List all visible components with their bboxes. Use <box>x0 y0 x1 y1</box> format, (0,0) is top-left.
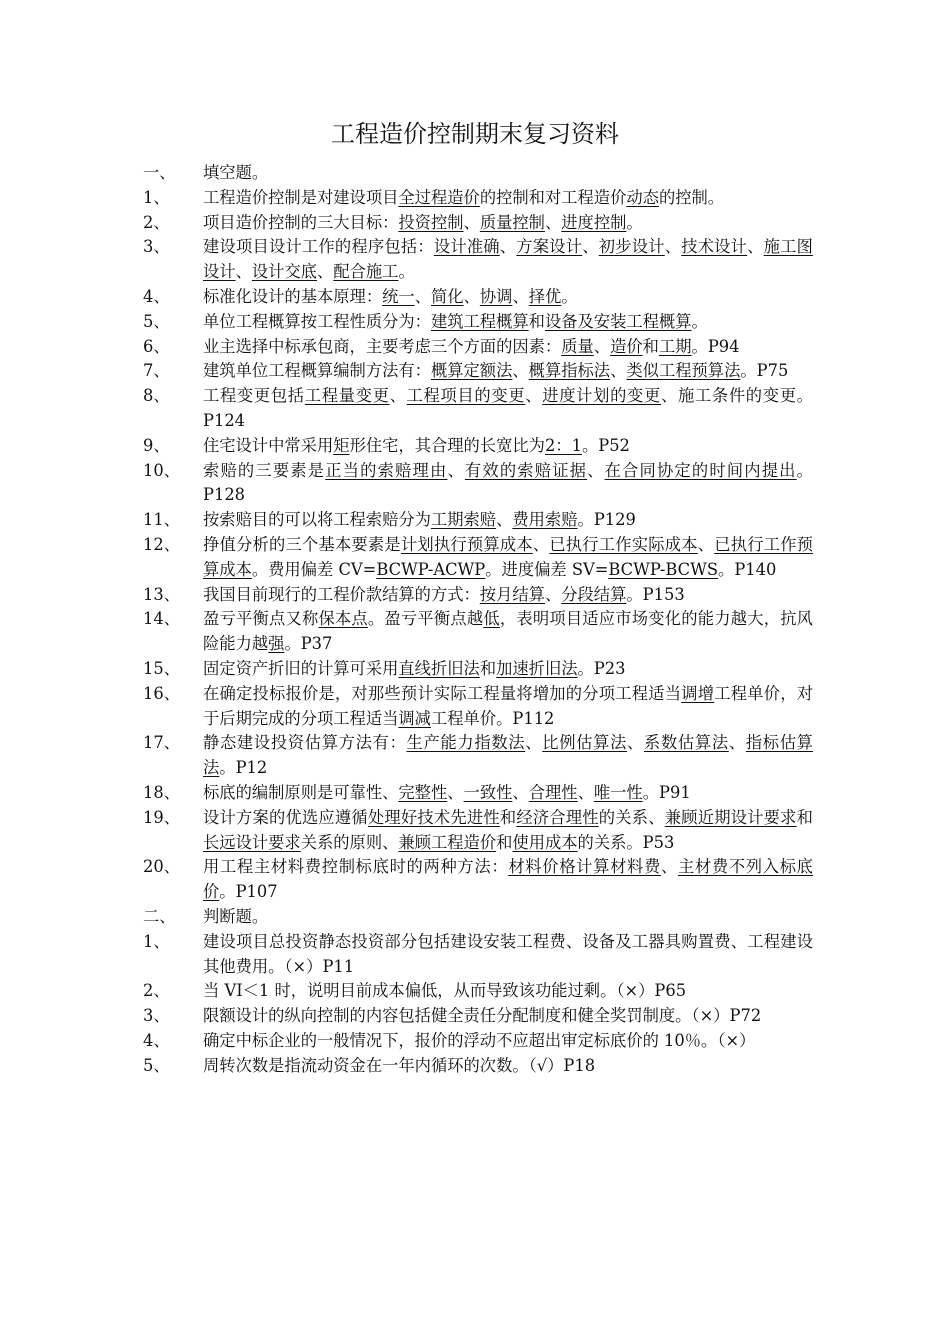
text-run: 、 <box>463 286 480 306</box>
answer-blank: 调增 <box>681 683 715 703</box>
section-number: 一、 <box>143 163 176 182</box>
section-title: 判断题。 <box>203 906 269 926</box>
text-run: 、 <box>447 782 464 802</box>
item-number: 13、 <box>143 584 180 604</box>
list-item <box>143 583 813 608</box>
answer-blank: 材料价格计算材料费 <box>508 857 661 877</box>
answer-blank: 配合施工 <box>333 262 399 282</box>
text-run: 。P128 <box>203 460 813 505</box>
text-run: 。盈亏平衡点越 <box>367 609 484 629</box>
answer-blank: 工程量变更 <box>304 386 390 406</box>
item-text <box>203 1029 813 1054</box>
answer-blank: 计划执行预算成本 <box>400 534 533 554</box>
answer-blank: 技术设计 <box>681 237 748 257</box>
text-run: 、 <box>532 534 550 554</box>
text-run: 、 <box>512 782 529 802</box>
text-run: ，表明项目适应市场变化的能力越大，抗风险能力越 <box>203 609 813 654</box>
answer-blank: 矩 <box>333 435 350 455</box>
text-run: 、 <box>414 286 431 306</box>
item-text <box>203 855 813 905</box>
answer-blank: BCWP-ACWP <box>376 559 486 579</box>
list-item <box>143 979 813 1004</box>
answer-blank: 分段结算 <box>561 584 627 604</box>
text-run: 静态建设投资估算方法有： <box>203 733 407 753</box>
item-number: 5、 <box>143 1055 170 1075</box>
text-run: 设计方案的优选应遵循 <box>203 807 368 827</box>
text-run: 、 <box>512 286 529 306</box>
text-run: 标准化设计的基本原理： <box>203 286 383 306</box>
answer-blank: 主材费不列入标底价 <box>203 857 813 902</box>
text-run: 。P37 <box>284 634 333 654</box>
item-number: 14、 <box>143 609 180 629</box>
item-number: 17、 <box>143 733 180 753</box>
answer-blank: 合理性 <box>528 782 578 802</box>
section-number: 二、 <box>143 906 176 926</box>
text-run: 。P107 <box>219 882 278 902</box>
text-run: 、 <box>610 361 627 381</box>
answer-blank: 长远设计要求 <box>203 832 301 852</box>
text-run: 。 <box>626 212 643 232</box>
list-item <box>143 855 813 905</box>
text-run: 。P153 <box>626 584 685 604</box>
item-number: 18、 <box>143 782 180 802</box>
text-run: 、 <box>697 534 715 554</box>
text-run: 和 <box>796 807 813 827</box>
answer-blank: 比例估算法 <box>542 733 628 753</box>
item-text <box>203 508 813 533</box>
text-run: 、施工条件的变更。P124 <box>203 386 813 430</box>
item-number: 4、 <box>143 286 170 306</box>
list-item <box>143 607 813 657</box>
answer-blank: 统一 <box>382 286 415 306</box>
item-number: 2、 <box>143 981 170 1001</box>
item-text <box>203 1054 813 1079</box>
text-run: 、 <box>496 510 513 530</box>
text-run: 、 <box>728 733 746 753</box>
text-run: 当 VI＜1 时，说明目前成本偏低，从而导致该功能过剩。（×）P65 <box>203 981 687 1001</box>
item-number: 3、 <box>143 1006 170 1026</box>
text-run: 按索赔目的可以将工程索赔分为 <box>203 510 431 530</box>
answer-blank: 使用成本 <box>512 832 578 852</box>
item-text <box>203 310 813 335</box>
item-number: 20、 <box>143 857 180 877</box>
text-run: 。P94 <box>691 336 740 356</box>
answer-blank: 类似工程预算法 <box>626 361 741 381</box>
list-item <box>143 459 813 509</box>
answer-blank: 已执行工作实际成本 <box>549 534 698 554</box>
list-item <box>143 235 813 285</box>
item-number: 10、 <box>143 460 180 480</box>
text-run: 、 <box>235 262 252 282</box>
text-run: 的控制和对工程造价 <box>479 187 627 207</box>
item-text <box>203 682 813 732</box>
item-text <box>203 533 813 583</box>
text-run: 。P12 <box>219 758 268 778</box>
text-run: 、 <box>747 237 764 257</box>
item-text <box>203 434 813 459</box>
text-run: 。P140 <box>718 559 777 579</box>
answer-blank: 概算指标法 <box>528 361 611 381</box>
text-run: 标底的编制原则是可靠性、 <box>203 782 399 802</box>
text-run: 用工程主材料费控制标底时的两种方法： <box>203 857 509 877</box>
item-text <box>203 186 813 211</box>
text-run: 、 <box>582 237 599 257</box>
text-run: 建设项目总投资静态投资部分包括建设安装工程费、设备及工器具购置费、工程建设其他费用。（×）P11 <box>203 931 813 976</box>
text-run: 、 <box>664 237 682 257</box>
text-run: 关系的原则、 <box>300 832 399 852</box>
answer-blank: 保本点 <box>318 609 368 629</box>
answer-blank: 已执行工作预算成本 <box>203 534 813 579</box>
text-run: 固定资产折旧的计算可采用 <box>203 658 399 678</box>
text-run: 在确定投标报价是，对那些预计实际工程量将增加的分项工程适当 <box>203 683 682 703</box>
list-item <box>143 930 813 980</box>
text-run: 、 <box>627 733 645 753</box>
text-run: 的关系。P53 <box>577 832 675 852</box>
answer-blank: 初步设计 <box>598 237 665 257</box>
answer-blank: 概算定额法 <box>430 361 513 381</box>
item-text <box>203 335 813 360</box>
answer-blank: 一致性 <box>463 782 513 802</box>
text-run: 挣值分析的三个基本要素是 <box>203 534 401 554</box>
answer-blank: 加速折旧法 <box>496 658 578 678</box>
text-run: 。进度偏差 SV= <box>485 559 609 579</box>
answer-blank: 协调 <box>479 286 513 306</box>
item-number: 16、 <box>143 683 180 703</box>
answer-blank: 按月结算 <box>479 584 545 604</box>
text-run: 。P129 <box>577 510 636 530</box>
document-body <box>143 161 813 1078</box>
text-run: 住宅设计中常采用 <box>203 435 334 455</box>
item-number: 12、 <box>143 534 180 554</box>
answer-blank: 调减 <box>398 708 431 728</box>
text-run: 、 <box>544 212 562 232</box>
text-run: 。 <box>398 262 415 282</box>
answer-blank: 低 <box>483 609 500 629</box>
text-run: 和 <box>479 658 497 678</box>
text-run: 和 <box>642 336 659 356</box>
text-run: 、 <box>499 237 517 257</box>
text-run: 业主选择中标承包商，主要考虑三个方面的因素： <box>203 336 562 356</box>
list-item <box>143 186 813 211</box>
text-run: 单位工程概算按工程性质分为： <box>203 311 431 331</box>
answer-blank: 质量控制 <box>479 212 545 232</box>
answer-blank: 全过程造价 <box>398 187 480 207</box>
answer-blank: 建筑工程概算 <box>430 311 529 331</box>
item-number: 11、 <box>143 510 180 530</box>
item-number: 7、 <box>143 361 170 381</box>
answer-blank: 工期 <box>658 336 692 356</box>
list-item <box>143 285 813 310</box>
text-run: 形住宅，其合理的长宽比为 <box>349 435 545 455</box>
answer-blank: 正当的索赔理由 <box>325 460 448 480</box>
list-item <box>143 682 813 732</box>
item-text <box>203 806 813 856</box>
item-text <box>203 459 813 509</box>
text-run: 、 <box>577 782 594 802</box>
text-run: 、 <box>525 386 543 406</box>
item-number: 6、 <box>143 336 170 356</box>
text-run: 和 <box>528 311 545 331</box>
list-item <box>143 781 813 806</box>
text-run: 、 <box>660 857 678 877</box>
answer-blank: 2：1 <box>544 435 582 455</box>
list-item <box>143 310 813 335</box>
item-text <box>203 731 813 781</box>
text-run: 建筑单位工程概算编制方法有： <box>203 361 431 381</box>
text-run: 、 <box>447 460 465 480</box>
text-run: 、 <box>389 386 407 406</box>
text-run: 、 <box>593 336 611 356</box>
item-text <box>203 1004 813 1029</box>
text-run: 、 <box>463 212 480 232</box>
item-number: 1、 <box>143 931 170 951</box>
answer-blank: 兼顾近期设计要求 <box>664 807 797 827</box>
section-title: 填空题。 <box>203 163 269 182</box>
section-heading <box>143 161 813 186</box>
text-run: 。费用偏差 CV= <box>251 559 377 579</box>
answer-blank: 直线折旧法 <box>398 658 480 678</box>
item-text <box>203 211 813 236</box>
item-text <box>203 607 813 657</box>
answer-blank: 工期索赔 <box>430 510 497 530</box>
text-run: 工程造价控制是对建设项目 <box>203 187 399 207</box>
item-number: 8、 <box>143 386 170 406</box>
answer-blank: 完整性 <box>398 782 448 802</box>
item-number: 15、 <box>143 658 180 678</box>
text-run: 我国目前现行的工程价款结算的方式： <box>203 584 480 604</box>
text-run: 项目造价控制的三大目标： <box>203 212 399 232</box>
list-item <box>143 657 813 682</box>
answer-blank: 在合同协定的时间内提出 <box>604 460 797 480</box>
item-text <box>203 285 813 310</box>
text-run: 和 <box>496 832 513 852</box>
answer-blank: 设备及安装工程概算 <box>544 311 692 331</box>
text-run: 。P23 <box>577 658 626 678</box>
answer-blank: 施工图设计 <box>203 237 813 282</box>
list-item <box>143 806 813 856</box>
item-number: 5、 <box>143 311 170 331</box>
list-item <box>143 731 813 781</box>
item-number: 3、 <box>143 237 170 257</box>
item-number: 2、 <box>143 212 170 232</box>
text-run: 。P91 <box>642 782 691 802</box>
answer-blank: 方案设计 <box>516 237 583 257</box>
text-run: 。 <box>561 286 578 306</box>
text-run: 建设项目设计工作的程序包括： <box>203 237 434 257</box>
answer-blank: 造价 <box>610 336 643 356</box>
item-text <box>203 359 813 384</box>
text-run: 、 <box>587 460 605 480</box>
list-item <box>143 1004 813 1029</box>
answer-blank: 兼顾工程造价 <box>398 832 497 852</box>
answer-blank: 生产能力指数法 <box>406 733 526 753</box>
answer-blank: 进度计划的变更 <box>542 386 661 406</box>
answer-blank: 经济合理性 <box>516 807 599 827</box>
list-item <box>143 359 813 384</box>
answer-blank: 系数估算法 <box>644 733 729 753</box>
answer-blank: 简化 <box>430 286 464 306</box>
list-item <box>143 1029 813 1054</box>
list-item <box>143 508 813 533</box>
item-text <box>203 930 813 980</box>
text-run: 、 <box>317 262 334 282</box>
text-run: 、 <box>525 733 543 753</box>
answer-blank: 唯一性 <box>593 782 643 802</box>
answer-blank: 投资控制 <box>398 212 464 232</box>
list-item <box>143 1054 813 1079</box>
list-item <box>143 533 813 583</box>
answer-blank: 动态 <box>626 187 659 207</box>
item-text <box>203 781 813 806</box>
text-run: 工程单价，对于后期完成的分项工程适当 <box>203 683 813 728</box>
item-text <box>203 235 813 285</box>
item-text <box>203 583 813 608</box>
answer-blank: 工程项目的变更 <box>406 386 526 406</box>
item-number: 9、 <box>143 435 170 455</box>
text-run: 的关系、 <box>598 807 665 827</box>
text-run: 工程变更包括 <box>203 386 305 406</box>
item-text <box>203 657 813 682</box>
answer-blank: 费用索赔 <box>512 510 578 530</box>
text-run: 确定中标企业的一般情况下，报价的浮动不应超出审定标底价的 10％。（×） <box>203 1030 756 1050</box>
item-number: 1、 <box>143 187 170 207</box>
answer-blank: 设计交底 <box>251 262 318 282</box>
page-title: 工程造价控制期末复习资料 <box>331 120 619 148</box>
answer-blank: 指标估算法 <box>203 733 813 778</box>
text-run: 。P52 <box>581 435 630 455</box>
text-run: 的控制。 <box>658 187 725 207</box>
list-item <box>143 335 813 360</box>
text-run: 和 <box>499 807 517 827</box>
answer-blank: BCWP-BCWS <box>608 559 719 579</box>
list-item <box>143 211 813 236</box>
text-run: 盈亏平衡点又称 <box>203 609 319 629</box>
answer-blank: 设计准确 <box>433 237 500 257</box>
answer-blank: 择优 <box>528 286 562 306</box>
list-item <box>143 434 813 459</box>
item-number: 4、 <box>143 1030 170 1050</box>
text-run: 限额设计的纵向控制的内容包括健全责任分配制度和健全奖罚制度。（×）P72 <box>203 1006 762 1026</box>
text-run: 、 <box>544 584 562 604</box>
text-run: 索赔的三要素是 <box>203 460 326 480</box>
item-text <box>203 384 813 434</box>
answer-blank: 强 <box>268 634 285 654</box>
text-run: 工程单价。P112 <box>430 708 555 728</box>
answer-blank: 质量 <box>561 336 594 356</box>
answer-blank: 进度控制 <box>561 212 627 232</box>
item-text <box>203 979 813 1004</box>
text-run: 周转次数是指流动资金在一年内循环的次数。（√）P18 <box>203 1055 596 1075</box>
text-run: 。 <box>691 311 708 331</box>
list-item <box>143 384 813 434</box>
answer-blank: 处理好技术先进性 <box>367 807 500 827</box>
text-run: 、 <box>512 361 529 381</box>
text-run: 。P75 <box>740 361 789 381</box>
section-heading <box>143 905 813 930</box>
item-number: 19、 <box>143 807 180 827</box>
answer-blank: 有效的索赔证据 <box>464 460 588 480</box>
